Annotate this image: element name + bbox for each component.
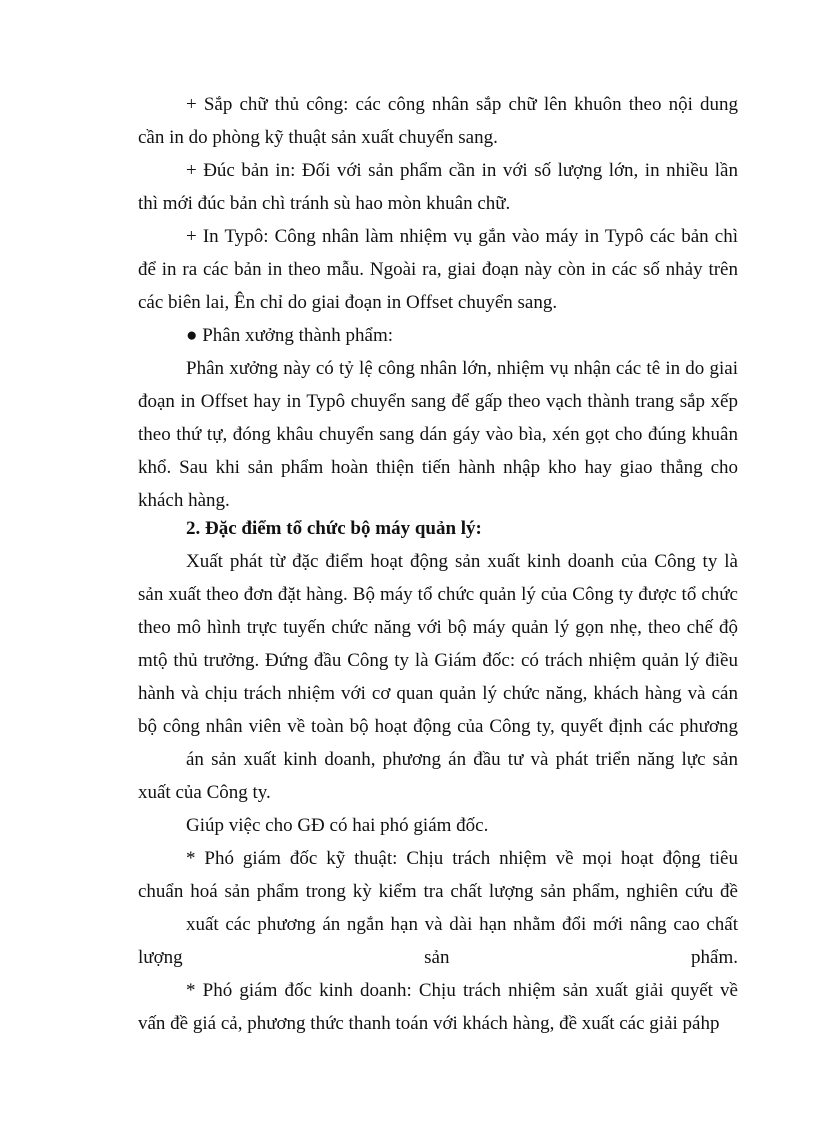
paragraph-line: xuất các phương án ngắn hạn và dài hạn nhằm đổi mới nâng cao chất bbox=[186, 914, 738, 935]
paragraph-line: vấn đề giá cả, phương thức thanh toán với khách hàng, đề xuất các giải páhp bbox=[138, 1013, 720, 1034]
section-heading-bullet: ● Phân xưởng thành phẩm: bbox=[186, 325, 394, 346]
paragraph-line: + Sắp chữ thủ công: các công nhân sắp chữ lên khuôn theo nội dung bbox=[186, 94, 738, 115]
section-heading: 2. Đặc điểm tổ chức bộ máy quản lý: bbox=[186, 518, 482, 539]
paragraph-line: hành và chịu trách nhiệm với cơ quan quản lý chức năng, khách hàng và cán bbox=[138, 683, 738, 704]
paragraph-line: + In Typô: Công nhân làm nhiệm vụ gắn vào máy in Typô các bản chì bbox=[186, 226, 738, 247]
paragraph-line: xuất của Công ty. bbox=[138, 782, 271, 803]
paragraph-line: cần in do phòng kỹ thuật sản xuất chuyển sang. bbox=[138, 127, 498, 148]
paragraph-line: Xuất phát từ đặc điểm hoạt động sản xuất kinh doanh của Công ty là bbox=[186, 551, 738, 572]
paragraph-line: khách hàng. bbox=[138, 490, 230, 511]
paragraph-line: mtộ thủ trưởng. Đứng đầu Công ty là Giám đốc: có trách nhiệm quản lý điều bbox=[138, 650, 738, 671]
paragraph-line: bộ công nhân viên về toàn bộ hoạt động của Công ty, quyết định các phương bbox=[138, 716, 738, 737]
paragraph-line: lượng sản phẩm. bbox=[138, 947, 738, 968]
paragraph-line: các biên lai, Ên chỉ do giai đoạn in Offset chuyển sang. bbox=[138, 292, 558, 313]
paragraph-line: Phân xưởng này có tỷ lệ công nhân lớn, nhiệm vụ nhận các tê in do giai bbox=[186, 358, 738, 379]
paragraph-line: theo mô hình trực tuyến chức năng với bộ máy quản lý gọn nhẹ, theo chế độ bbox=[138, 617, 738, 638]
paragraph-line: sản xuất theo đơn đặt hàng. Bộ máy tổ chức quản lý của Công ty được tổ chức bbox=[138, 584, 738, 605]
paragraph-line: + Đúc bản in: Đối với sản phẩm cần in với số lượng lớn, in nhiều lần bbox=[186, 160, 738, 181]
paragraph-line: khổ. Sau khi sản phẩm hoàn thiện tiến hành nhập kho hay giao thẳng cho bbox=[138, 457, 738, 478]
paragraph-line: * Phó giám đốc kỹ thuật: Chịu trách nhiệm về mọi hoạt động tiêu bbox=[186, 848, 738, 869]
paragraph-line: đoạn in Offset hay in Typô chuyển sang để gấp theo vạch thành trang sắp xếp bbox=[138, 391, 738, 412]
paragraph-line: chuẩn hoá sản phẩm trong kỳ kiểm tra chất lượng sản phẩm, nghiên cứu đề bbox=[138, 881, 738, 902]
paragraph-line: để in ra các bản in theo mẫu. Ngoài ra, giai đoạn này còn in các số nhảy trên bbox=[138, 259, 738, 280]
paragraph-line: theo thứ tự, đóng khâu chuyển sang dán gáy vào bìa, xén gọt cho đúng khuân bbox=[138, 424, 738, 445]
paragraph-line: * Phó giám đốc kinh doanh: Chịu trách nhiệm sản xuất giải quyết về bbox=[186, 980, 738, 1001]
paragraph-line: thì mới đúc bản chì tránh sù hao mòn khuân chữ. bbox=[138, 193, 511, 214]
paragraph-line: Giúp việc cho GĐ có hai phó giám đốc. bbox=[186, 815, 489, 836]
paragraph-line: án sản xuất kinh doanh, phương án đầu tư và phát triển năng lực sản bbox=[186, 749, 738, 770]
